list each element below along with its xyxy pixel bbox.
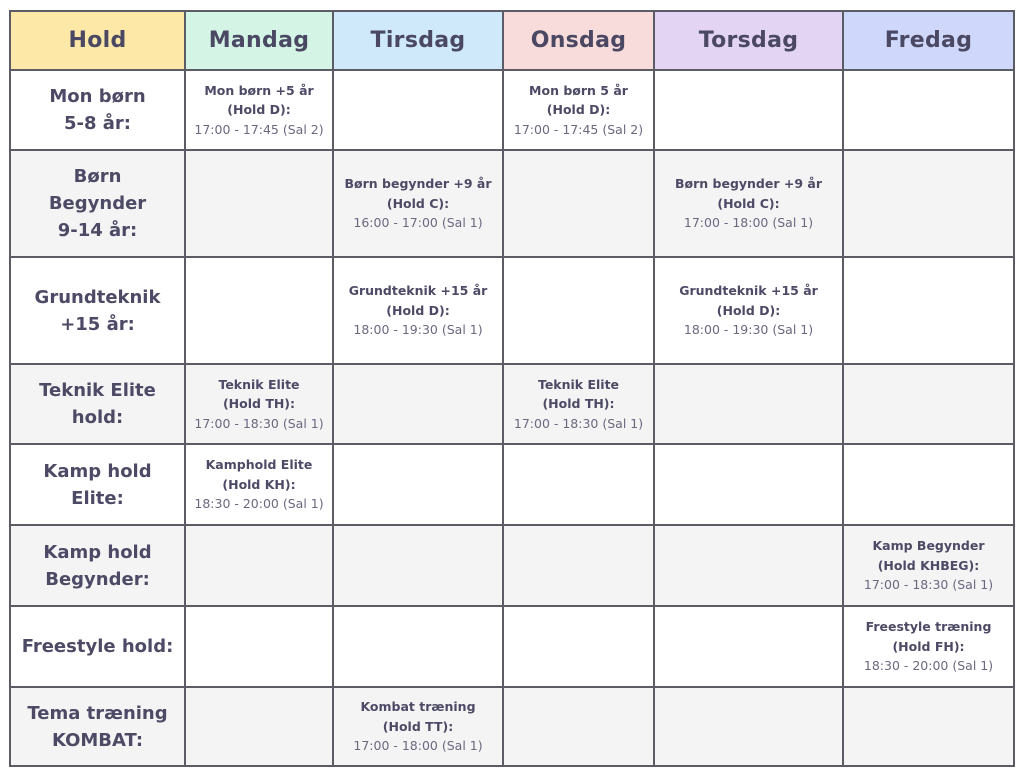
class-time: 18:30 - 20:00 (Sal 1)	[863, 658, 994, 674]
cell-mandag	[185, 70, 333, 150]
schedule-row	[10, 606, 1014, 687]
cell-onsdag	[503, 606, 654, 687]
team-name	[10, 70, 185, 150]
class-entry	[655, 174, 842, 233]
cell-onsdag	[503, 364, 654, 444]
cell-tirsdag	[333, 150, 503, 257]
cell-tirsdag	[333, 525, 503, 606]
header-tirsdag: Tirsdag	[333, 11, 503, 70]
class-entry	[504, 81, 653, 140]
cell-fredag	[843, 444, 1014, 525]
class-title: Teknik Elite	[218, 376, 300, 392]
cell-torsdag	[654, 687, 843, 766]
class-hold-code: (Hold FH):	[892, 638, 965, 654]
class-title: Børn begynder +9 år	[674, 176, 822, 192]
class-hold-code: (Hold TH):	[542, 396, 615, 412]
class-entry	[844, 536, 1013, 595]
team-name-line: Begynder:	[45, 568, 150, 590]
cell-mandag	[185, 525, 333, 606]
team-name-line: KOMBAT:	[51, 729, 144, 751]
class-title: Freestyle træning	[865, 619, 992, 635]
header-onsdag: Onsdag	[503, 11, 654, 70]
cell-mandag	[185, 257, 333, 364]
class-hold-code: (Hold C):	[386, 195, 450, 211]
cell-tirsdag	[333, 257, 503, 364]
cell-tirsdag	[333, 70, 503, 150]
cell-tirsdag	[333, 606, 503, 687]
schedule-row	[10, 687, 1014, 766]
team-name	[10, 687, 185, 766]
cell-fredag	[843, 70, 1014, 150]
class-entry	[186, 455, 332, 514]
class-title: Grundteknik +15 år	[348, 283, 488, 299]
cell-onsdag	[503, 687, 654, 766]
class-hold-code: (Hold KH):	[222, 476, 296, 492]
team-name-line: Kamp hold	[43, 541, 152, 563]
cell-fredag	[843, 525, 1014, 606]
class-hold-code: (Hold D):	[716, 302, 781, 318]
cell-torsdag	[654, 150, 843, 257]
class-time: 17:00 - 17:45 (Sal 2)	[194, 121, 324, 137]
team-name	[10, 257, 185, 364]
cell-fredag	[843, 687, 1014, 766]
team-name	[10, 525, 185, 606]
team-name-line: Teknik Elite	[39, 380, 156, 401]
class-title: Teknik Elite	[537, 376, 620, 392]
class-title: Kamphold Elite	[205, 457, 313, 473]
team-name-line: hold:	[71, 407, 124, 428]
cell-mandag	[185, 606, 333, 687]
cell-mandag	[185, 687, 333, 766]
class-hold-code: (Hold C):	[717, 195, 780, 211]
cell-fredag	[843, 257, 1014, 364]
class-time: 18:00 - 19:30 (Sal 1)	[683, 322, 814, 338]
class-hold-code: (Hold D):	[227, 102, 291, 118]
class-title: Børn begynder +9 år	[344, 176, 492, 192]
class-hold-code: (Hold D):	[386, 302, 450, 318]
class-time: 17:00 - 17:45 (Sal 2)	[513, 121, 644, 137]
team-name	[10, 444, 185, 525]
team-name-line: Grundteknik	[34, 286, 161, 308]
team-name-line: Børn	[73, 166, 122, 187]
team-name-line: Begynder	[48, 193, 147, 214]
class-entry	[334, 697, 502, 756]
class-time: 17:00 - 18:00 (Sal 1)	[683, 215, 814, 231]
class-entry	[655, 281, 842, 340]
header-row	[10, 11, 1014, 70]
class-hold-code: (Hold KHBEG):	[877, 557, 980, 573]
cell-tirsdag	[333, 364, 503, 444]
class-entry	[334, 281, 502, 340]
team-name	[10, 606, 185, 687]
team-name	[10, 150, 185, 257]
class-entry	[844, 617, 1013, 676]
class-title: Kombat træning	[360, 699, 476, 715]
cell-onsdag	[503, 70, 654, 150]
cell-torsdag	[654, 364, 843, 444]
team-name-line: Mon børn	[49, 86, 146, 107]
schedule-row	[10, 364, 1014, 444]
class-time: 17:00 - 18:30 (Sal 1)	[863, 577, 994, 593]
class-time: 18:00 - 19:30 (Sal 1)	[353, 322, 483, 338]
class-entry	[504, 375, 653, 434]
cell-onsdag	[503, 444, 654, 525]
cell-tirsdag	[333, 687, 503, 766]
class-time: 18:30 - 20:00 (Sal 1)	[194, 496, 324, 512]
class-time: 16:00 - 17:00 (Sal 1)	[353, 215, 483, 231]
cell-mandag	[185, 444, 333, 525]
team-name	[10, 364, 185, 444]
header-mandag: Mandag	[185, 11, 333, 70]
cell-onsdag	[503, 257, 654, 364]
team-name-line: +15 år:	[60, 313, 135, 335]
cell-tirsdag	[333, 444, 503, 525]
team-name-line: Elite:	[71, 487, 124, 509]
class-time: 17:00 - 18:30 (Sal 1)	[194, 415, 324, 431]
team-name-line: 5-8 år:	[63, 113, 131, 134]
class-hold-code: (Hold D):	[546, 102, 611, 118]
cell-fredag	[843, 364, 1014, 444]
team-name-line: Kamp hold	[43, 460, 152, 482]
class-title: Mon børn +5 år	[204, 82, 314, 98]
header-fredag: Fredag	[843, 11, 1014, 70]
class-hold-code: (Hold TT):	[382, 718, 454, 734]
class-title: Kamp Begynder	[872, 538, 985, 554]
schedule-row	[10, 70, 1014, 150]
cell-onsdag	[503, 150, 654, 257]
class-title: Mon børn 5 år	[529, 82, 628, 98]
cell-torsdag	[654, 525, 843, 606]
schedule-row	[10, 444, 1014, 525]
class-entry	[334, 174, 502, 233]
header-hold: Hold	[10, 11, 185, 70]
cell-fredag	[843, 150, 1014, 257]
header-torsdag: Torsdag	[654, 11, 843, 70]
team-name-line: Tema træning	[27, 702, 168, 724]
cell-torsdag	[654, 444, 843, 525]
class-hold-code: (Hold TH):	[222, 396, 296, 412]
cell-torsdag	[654, 606, 843, 687]
cell-fredag	[843, 606, 1014, 687]
schedule-row	[10, 525, 1014, 606]
cell-torsdag	[654, 70, 843, 150]
class-time: 17:00 - 18:30 (Sal 1)	[513, 415, 644, 431]
schedule-row	[10, 150, 1014, 257]
schedule-table	[9, 10, 1015, 767]
cell-torsdag	[654, 257, 843, 364]
class-entry	[186, 81, 332, 140]
cell-mandag	[185, 150, 333, 257]
class-entry	[186, 375, 332, 434]
cell-mandag	[185, 364, 333, 444]
schedule-row	[10, 257, 1014, 364]
cell-onsdag	[503, 525, 654, 606]
class-time: 17:00 - 18:00 (Sal 1)	[353, 738, 483, 754]
team-name-line: 9-14 år:	[57, 220, 138, 241]
schedule-body	[10, 70, 1014, 766]
team-name-line: Freestyle hold:	[21, 636, 174, 657]
class-title: Grundteknik +15 år	[679, 283, 818, 299]
